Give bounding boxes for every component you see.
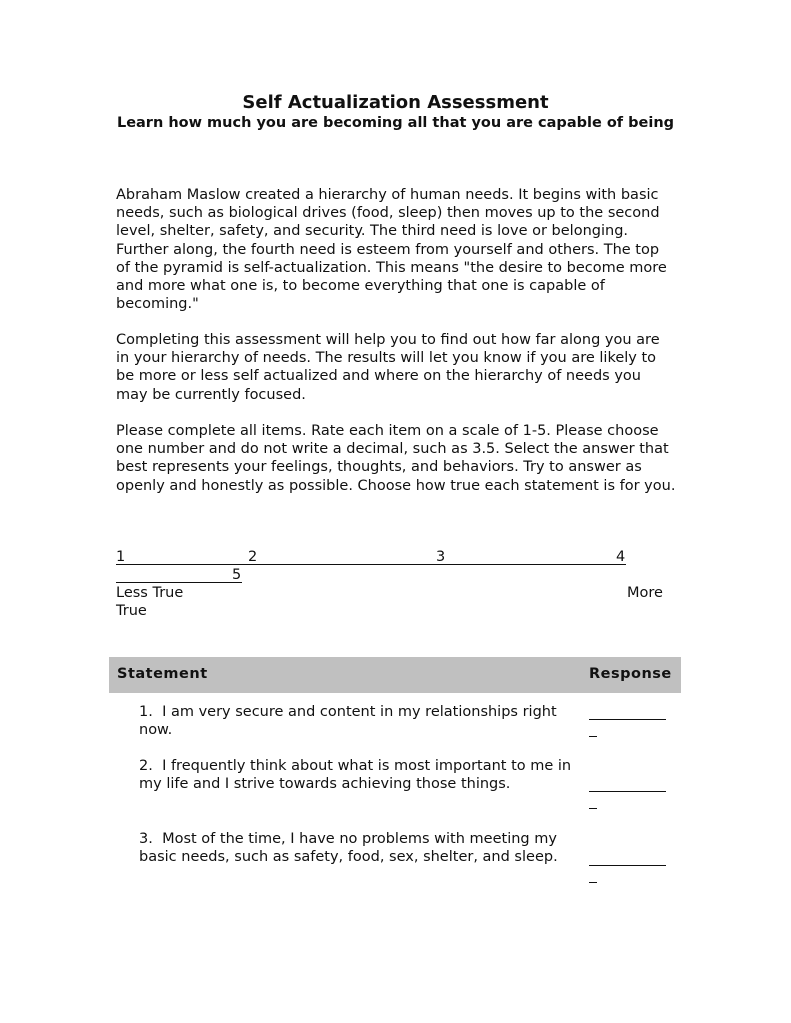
response-column-header: Response [589, 666, 672, 682]
page-title: Self Actualization Assessment [242, 92, 549, 113]
scale-underline [116, 564, 626, 565]
scale-number-4: 4 [616, 549, 626, 565]
scale-high-label-first: More [627, 585, 663, 601]
scale-number-1: 1 [116, 549, 126, 565]
purpose-paragraph: Completing this assessment will help you to find out how far along you are in your hierarchy of needs. The results will let you know if you are likely to be more or less self actualized and where on the hierarchy of needs you may be currently focused. [116, 332, 660, 403]
scale-underline [116, 582, 242, 583]
table-header [109, 657, 681, 693]
statement-number: 2. [139, 758, 153, 774]
statement-text [139, 703, 574, 739]
page-subtitle: Learn how much you are becoming all that you are capable of being [116, 115, 675, 131]
scale-number-3: 3 [436, 549, 446, 565]
response-blank[interactable] [589, 865, 667, 899]
statement-column-header: Statement [117, 666, 208, 682]
statement-body: I am very secure and content in my relationships right now. [139, 704, 557, 739]
response-blank[interactable] [589, 719, 667, 753]
scale-number-2: 2 [248, 549, 258, 565]
statement-number: 3. [139, 831, 153, 847]
instructions-paragraph: Please complete all items. Rate each item on a scale of 1-5. Please choose one number and do not write a decimal, such as 3.5. Select the answer that best represents your feelings, thoughts, and behaviors. Try to answer as openly and honestly as possible. Choose how true each statement is for you. [116, 423, 676, 494]
statement-body: Most of the time, I have no problems with meeting my basic needs, such as safety, food, sex, shelter, and sleep. [139, 831, 558, 866]
statement-text [139, 830, 574, 866]
intro-paragraph: Abraham Maslow created a hierarchy of human needs. It begins with basic needs, such as biological drives (food, sleep) then moves up to the second level, shelter, safety, and security. The third need is love or belonging. Further along, the fourth need is esteem from yourself and others. The top of the pyramid is self-actualization. This means "the desire to become more and more what one is, to become everything that one is capable of becoming." [116, 187, 667, 313]
scale-high-label-second: True [116, 603, 147, 619]
response-blank[interactable] [589, 791, 667, 825]
statement-text [139, 757, 574, 793]
statement-number: 1. [139, 704, 153, 720]
scale-low-label: Less True [116, 585, 184, 601]
scale-number-5: 5 [232, 567, 242, 583]
statement-body: I frequently think about what is most important to me in my life and I strive towards achieving those things. [139, 758, 572, 793]
